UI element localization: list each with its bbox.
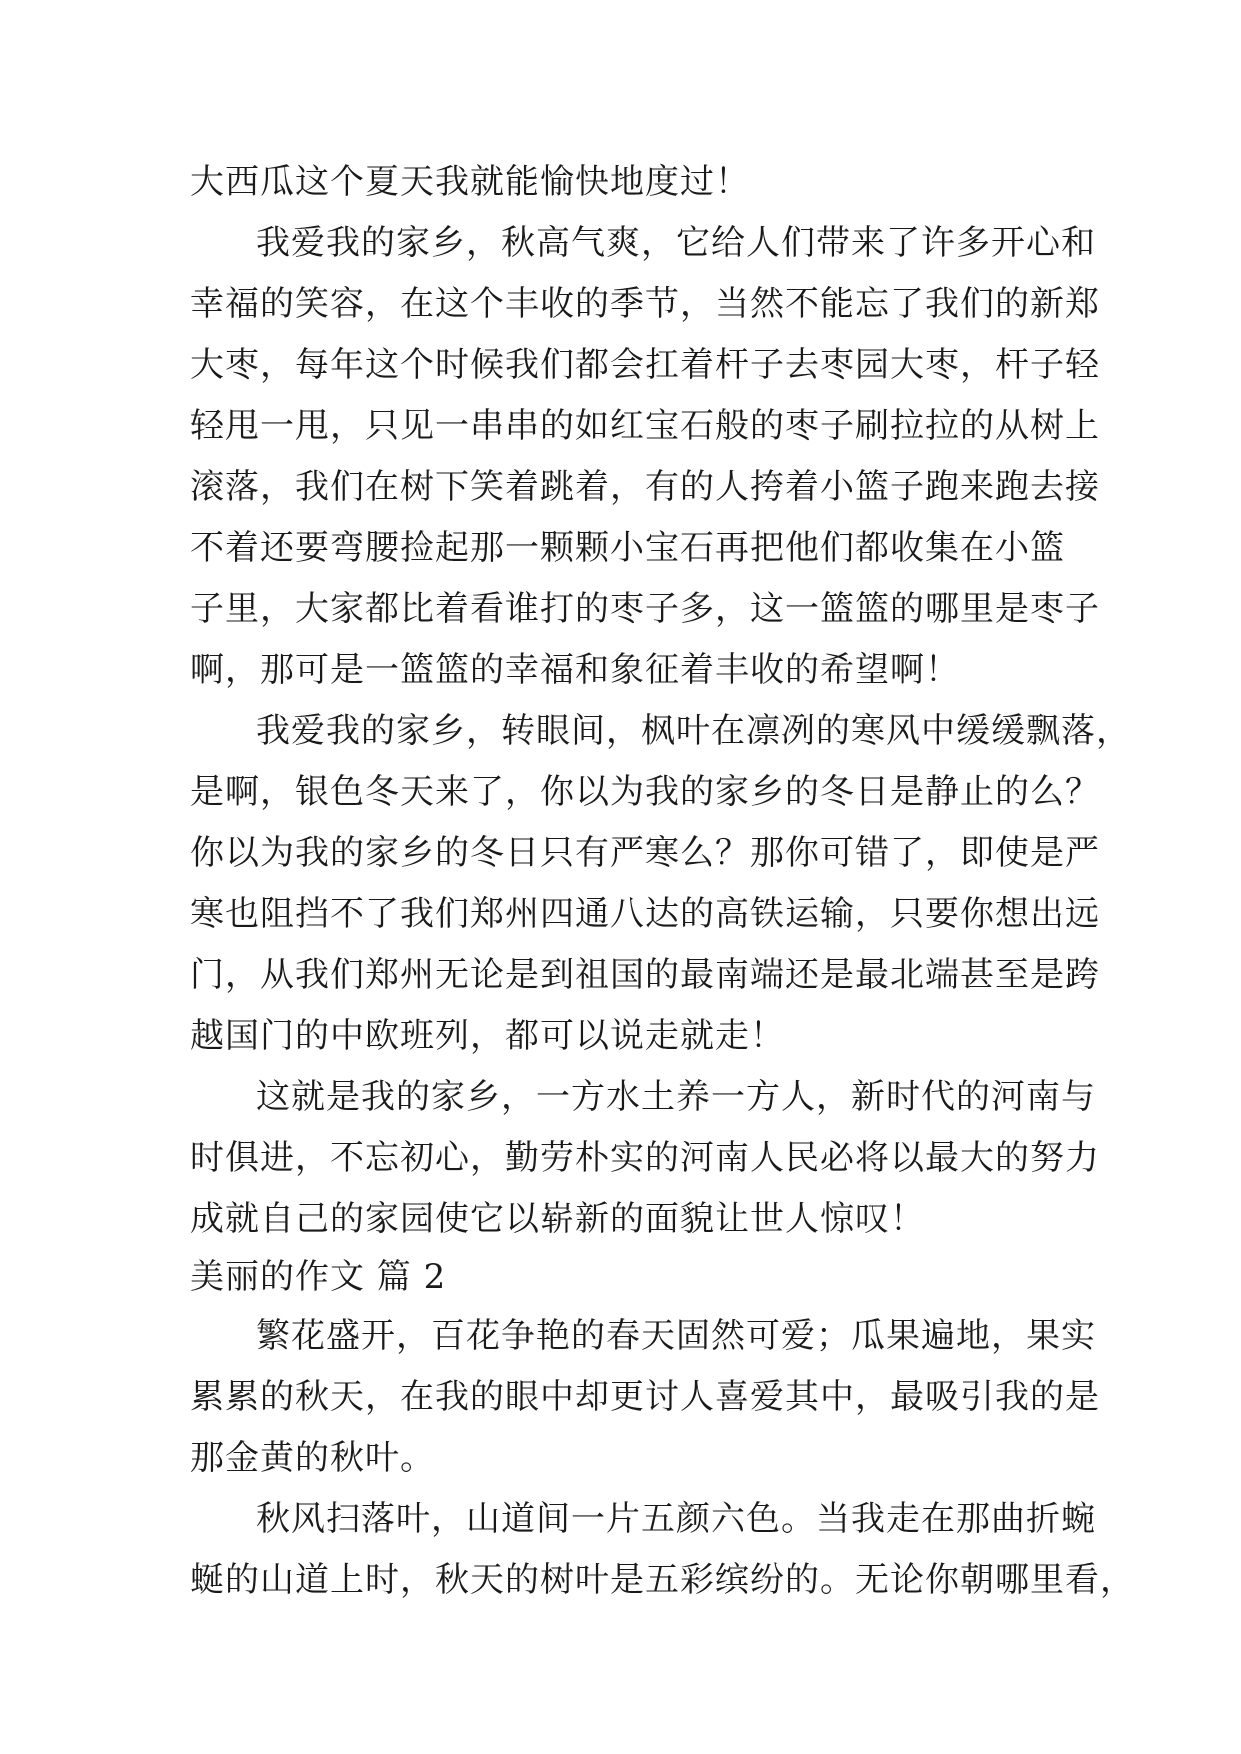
text-line: 滚落，我们在树下笑着跳着，有的人挎着小篮子跑来跑去接 <box>190 467 1100 507</box>
text-line: 大西瓜这个夏天我就能愉快地度过！ <box>190 162 750 202</box>
text-line: 寒也阻挡不了我们郑州四通八达的高铁运输，只要你想出远 <box>190 894 1100 934</box>
paragraph-start: 我爱我的家乡，秋高气爽，它给人们带来了许多开心和 <box>256 223 1096 263</box>
text-line: 门，从我们郑州无论是到祖国的最南端还是最北端甚至是跨 <box>190 955 1100 995</box>
text-line: 蜒的山道上时，秋天的树叶是五彩缤纷的。无论你朝哪里看， <box>190 1560 1135 1600</box>
paragraph-start: 这就是我的家乡，一方水土养一方人，新时代的河南与 <box>256 1077 1096 1117</box>
paragraph-start: 秋风扫落叶，山道间一片五颜六色。当我走在那曲折蜿 <box>256 1499 1096 1539</box>
text-line: 大枣，每年这个时候我们都会扛着杆子去枣园大枣，杆子轻 <box>190 345 1100 385</box>
text-line: 轻甩一甩，只见一串串的如红宝石般的枣子刷拉拉的从树上 <box>190 406 1100 446</box>
text-line: 越国门的中欧班列，都可以说走就走！ <box>190 1016 785 1056</box>
text-line: 累累的秋天，在我的眼中却更讨人喜爱其中，最吸引我的是 <box>190 1377 1100 1417</box>
text-line: 子里，大家都比着看谁打的枣子多，这一篮篮的哪里是枣子 <box>190 589 1100 629</box>
paragraph-start: 繁花盛开，百花争艳的春天固然可爱；瓜果遍地，果实 <box>256 1316 1096 1356</box>
text-line: 你以为我的家乡的冬日只有严寒么？那你可错了，即使是严 <box>190 833 1100 873</box>
section-heading: 美丽的作文 篇 2 <box>190 1257 447 1297</box>
text-line: 时俱进，不忘初心，勤劳朴实的河南人民必将以最大的努力 <box>190 1138 1100 1178</box>
text-line: 成就自己的家园使它以崭新的面貌让世人惊叹！ <box>190 1199 925 1239</box>
paragraph-start: 我爱我的家乡，转眼间，枫叶在凛冽的寒风中缓缓飘落， <box>256 711 1131 751</box>
text-line: 不着还要弯腰捡起那一颗颗小宝石再把他们都收集在小篮 <box>190 528 1065 568</box>
text-line: 那金黄的秋叶。 <box>190 1438 435 1478</box>
text-line: 幸福的笑容，在这个丰收的季节，当然不能忘了我们的新郑 <box>190 284 1100 324</box>
text-line: 啊，那可是一篮篮的幸福和象征着丰收的希望啊！ <box>190 650 960 690</box>
text-line: 是啊，银色冬天来了，你以为我的家乡的冬日是静止的么？ <box>190 772 1100 812</box>
